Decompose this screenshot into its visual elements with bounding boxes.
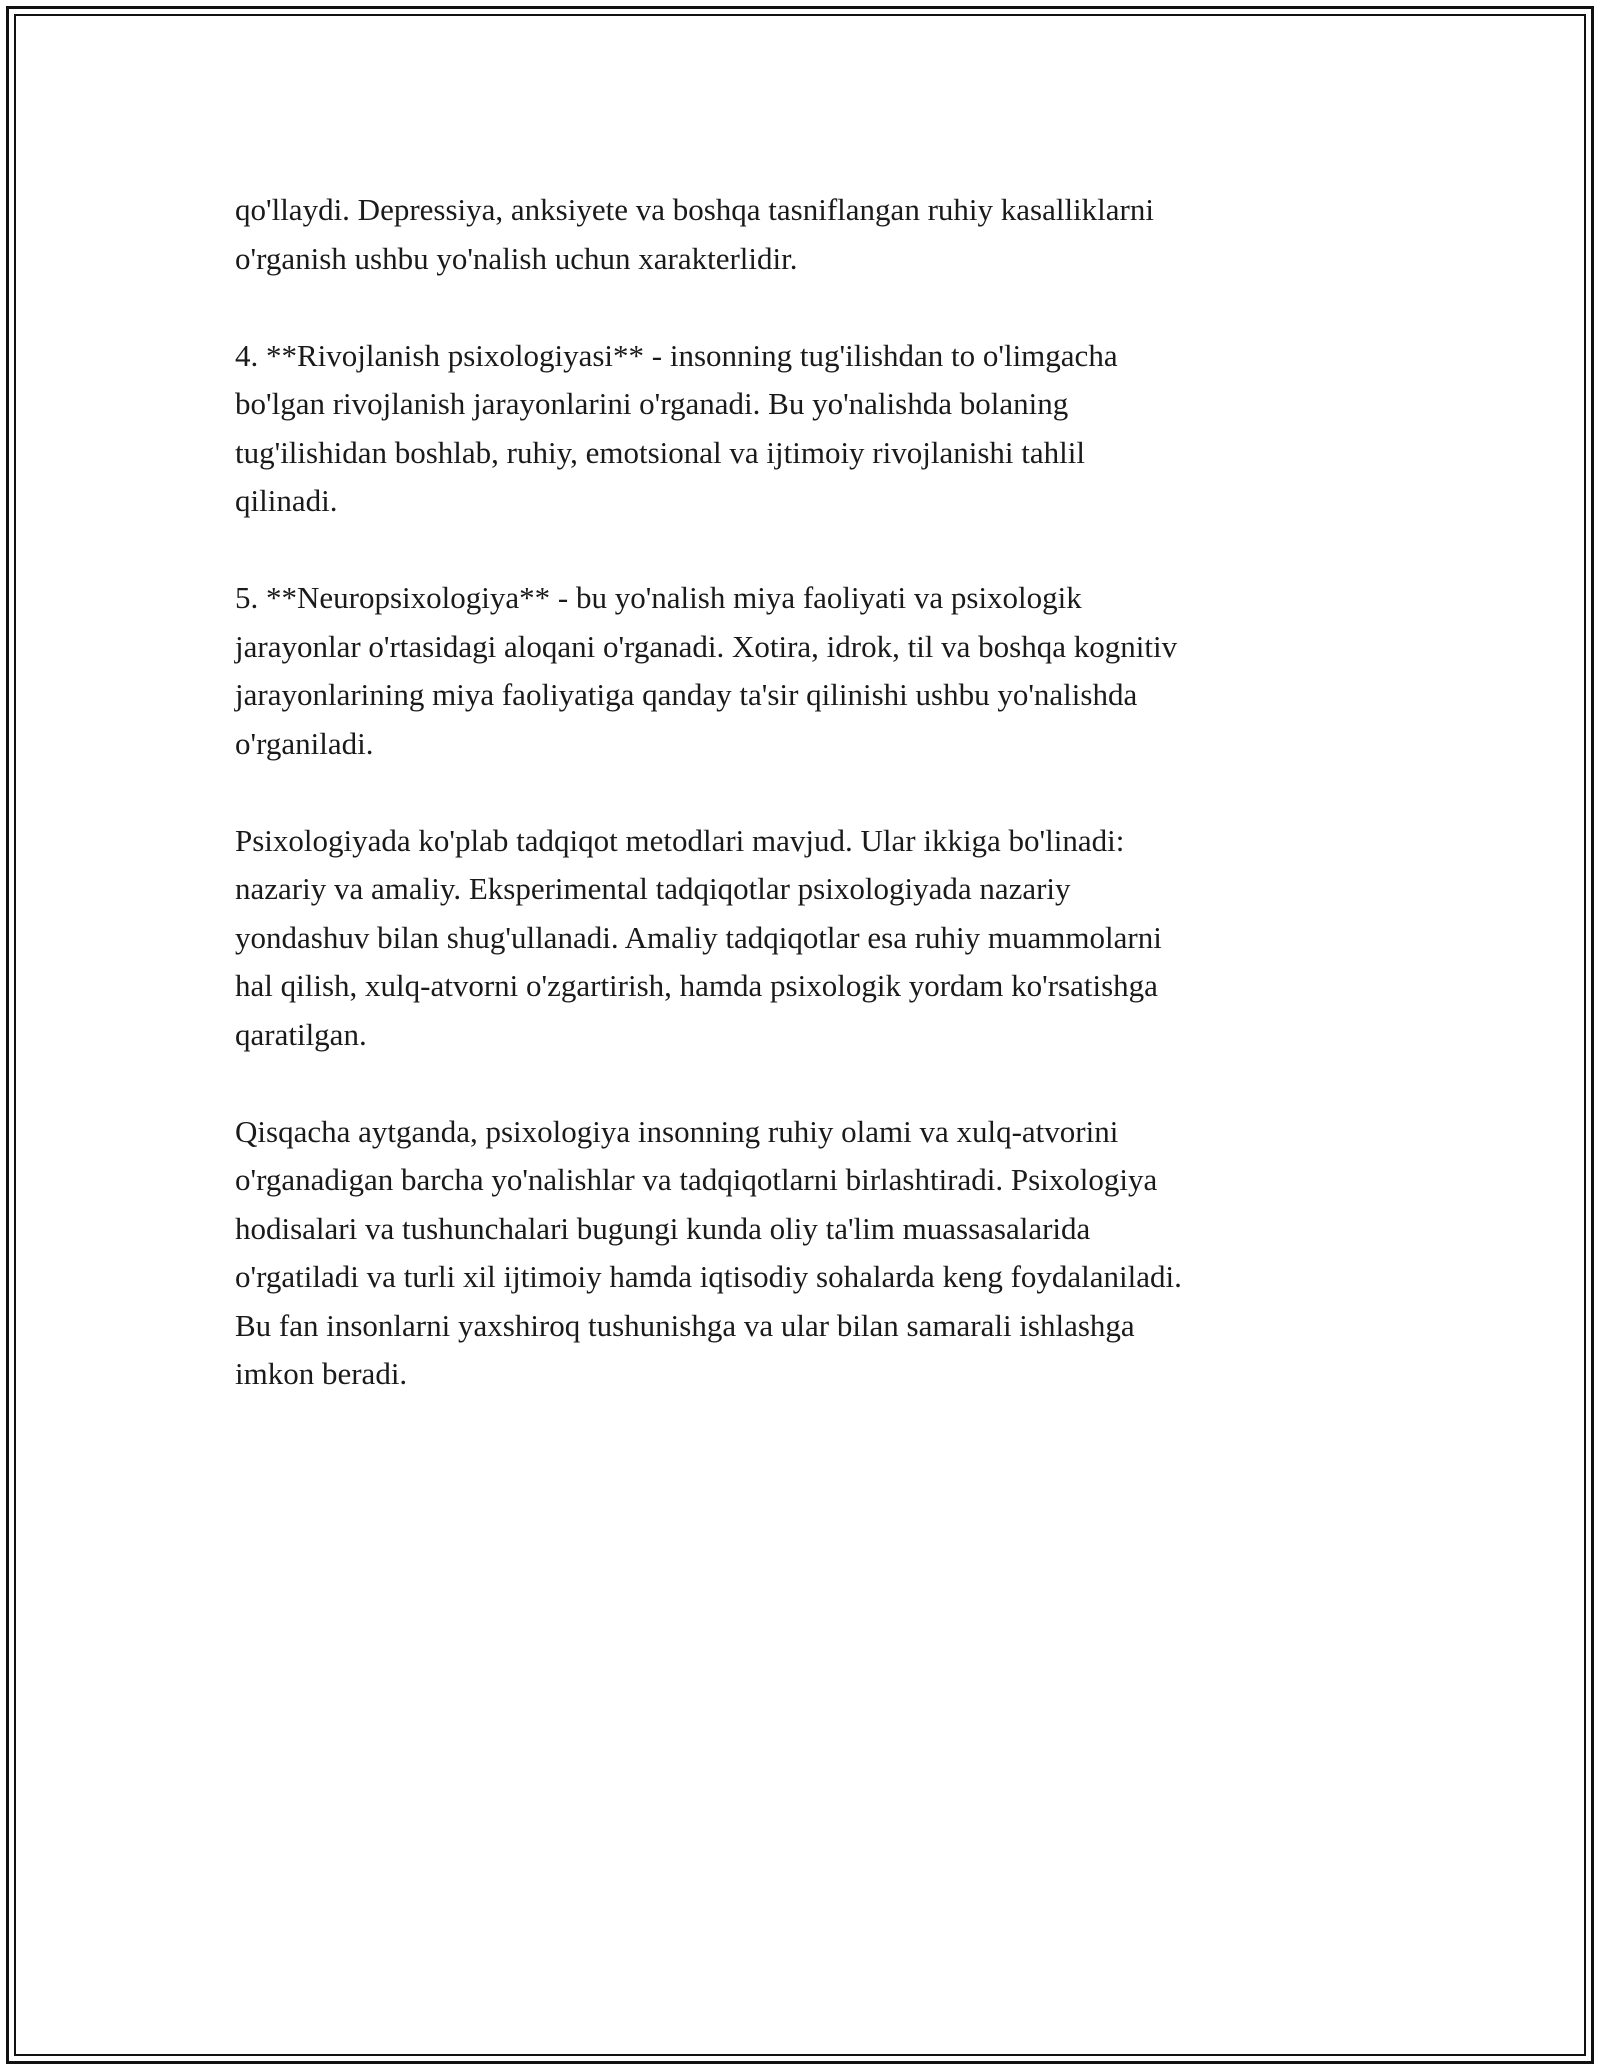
paragraph-neuropsychology: 5. **Neuropsixologiya** - bu yo'nalish miya faoliyati va psixologik jarayonlar o'rtasidagi aloqani o'rganadi. Xotira, idrok, til va boshqa kognitiv jarayonlarining miya faoliyatiga qanday ta'sir qilinishi ushbu yo'nalishda o'rganiladi. (235, 580, 1178, 761)
document-body (235, 186, 1385, 1399)
paragraph-clinical-continuation: qo'llaydi. Depressiya, anksiyete va boshqa tasniflangan ruhiy kasalliklarni o'rganish ushbu yo'nalish uchun xarakterlidir. (235, 192, 1154, 276)
paragraph-research-methods: Psixologiyada ko'plab tadqiqot metodlari mavjud. Ular ikkiga bo'linadi: nazariy va amaliy. Eksperimental tadqiqotlar psixologiyada nazariy yondashuv bilan shug'ullanadi. Amaliy tadqiqotlar esa ruhiy muammolarni hal qilish, xulq-atvorni o'zgartirish, hamda psixologik yordam ko'rsatishga qaratilgan. (235, 822, 1162, 1052)
paragraph-developmental-psychology: 4. **Rivojlanish psixologiyasi** - insonning tug'ilishdan to o'limgacha bo'lgan rivojlanish jarayonlarini o'rganadi. Bu yo'nalishda bolaning tug'ilishidan boshlab, ruhiy, emotsional va ijtimoiy rivojlanishi tahlil qilinadi. (235, 337, 1118, 518)
paragraph-conclusion: Qisqacha aytganda, psixologiya insonning ruhiy olami va xulq-atvorini o'rganadigan barcha yo'nalishlar va tadqiqotlarni birlashtiradi. Psixologiya hodisalari va tushunchalari bugungi kunda oliy ta'lim muassasalarida o'rgatiladi va turli xil ijtimoiy hamda iqtisodiy sohalarda keng foydalaniladi. Bu fan insonlarni yaxshiroq tushunishga va ular bilan samarali ishlashga imkon beradi. (235, 1113, 1182, 1391)
